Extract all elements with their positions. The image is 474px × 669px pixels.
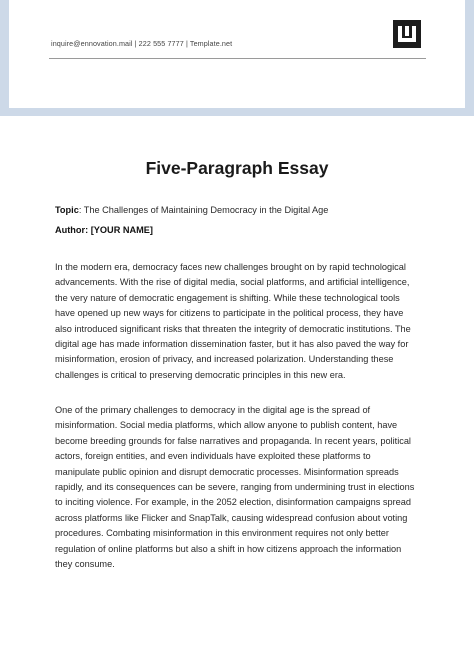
- paragraph-line: manipulate public opinion and disrupt democratic processes. Misinformation spreads: [55, 466, 399, 477]
- paragraph-line: procedures. Combating misinformation in this environment requires not only better: [55, 528, 389, 539]
- paragraph-line: advancements. With the rise of digital media, social platforms, and artificial intelligence,: [55, 277, 410, 288]
- paragraph-line: misinformation, erosion of privacy, and increased polarization. Understanding these: [55, 354, 394, 365]
- header-card: [9, 0, 465, 108]
- paragraph-line: become breeding grounds for false narratives and propaganda. In recent years, political: [55, 435, 411, 446]
- paragraph-line: challenges is critical to preserving democratic principles in this new era.: [55, 369, 346, 380]
- topic-line: [55, 205, 328, 215]
- paragraph-line: One of the primary challenges to democracy in the digital age is the spread of: [55, 405, 371, 415]
- paragraph-line: they consume.: [55, 559, 115, 570]
- paragraph-line: also introduced significant risks that threaten the integrity of democratic institutions. The: [55, 323, 411, 334]
- author-label: Author: [55, 225, 86, 235]
- author-line: [55, 225, 153, 235]
- paragraph-line: rapidly, and its consequences can be severe, ranging from undermining trust in elections: [55, 482, 415, 493]
- author-value: : [YOUR NAME]: [85, 225, 153, 235]
- paragraph-line: digital age has made information dissemination faster, but it has also paved the way for: [55, 339, 409, 350]
- document-title: Five-Paragraph Essay: [145, 158, 329, 178]
- paragraph-line: regulation of online platforms but also a shift in how citizens approach the information: [55, 543, 402, 554]
- paragraph-line: to inciting violence. For example, in the 2052 election, disinformation campaigns spread: [55, 497, 411, 508]
- paragraph-line: In the modern era, democracy faces new challenges brought on by rapid technological: [55, 262, 406, 272]
- paragraph-line: have opened up new ways for citizens to participate in the political process, they have: [55, 308, 404, 319]
- paragraph-line: across platforms like Flicker and SnapTalk, causing widespread confusion about voting: [55, 512, 408, 523]
- paragraph-line: misinformation. Social media platforms, which allow anyone to publish content, have: [55, 420, 398, 431]
- paragraph-2: [55, 403, 427, 572]
- header-divider: [49, 58, 426, 59]
- paragraph-line: actors, foreign entities, and even individuals have exploited these platforms to: [55, 451, 371, 462]
- paragraph-line: the very nature of democratic engagement is shifting. While these technological tools: [55, 292, 400, 303]
- paragraph-1: [55, 260, 427, 383]
- brand-logo-icon: [393, 20, 421, 48]
- contact-info: inquire@ennovation.mail | 222 555 7777 | Template.net: [51, 39, 233, 48]
- topic-value: : The Challenges of Maintaining Democracy in the Digital Age: [78, 205, 329, 215]
- topic-label: Topic: [55, 205, 79, 215]
